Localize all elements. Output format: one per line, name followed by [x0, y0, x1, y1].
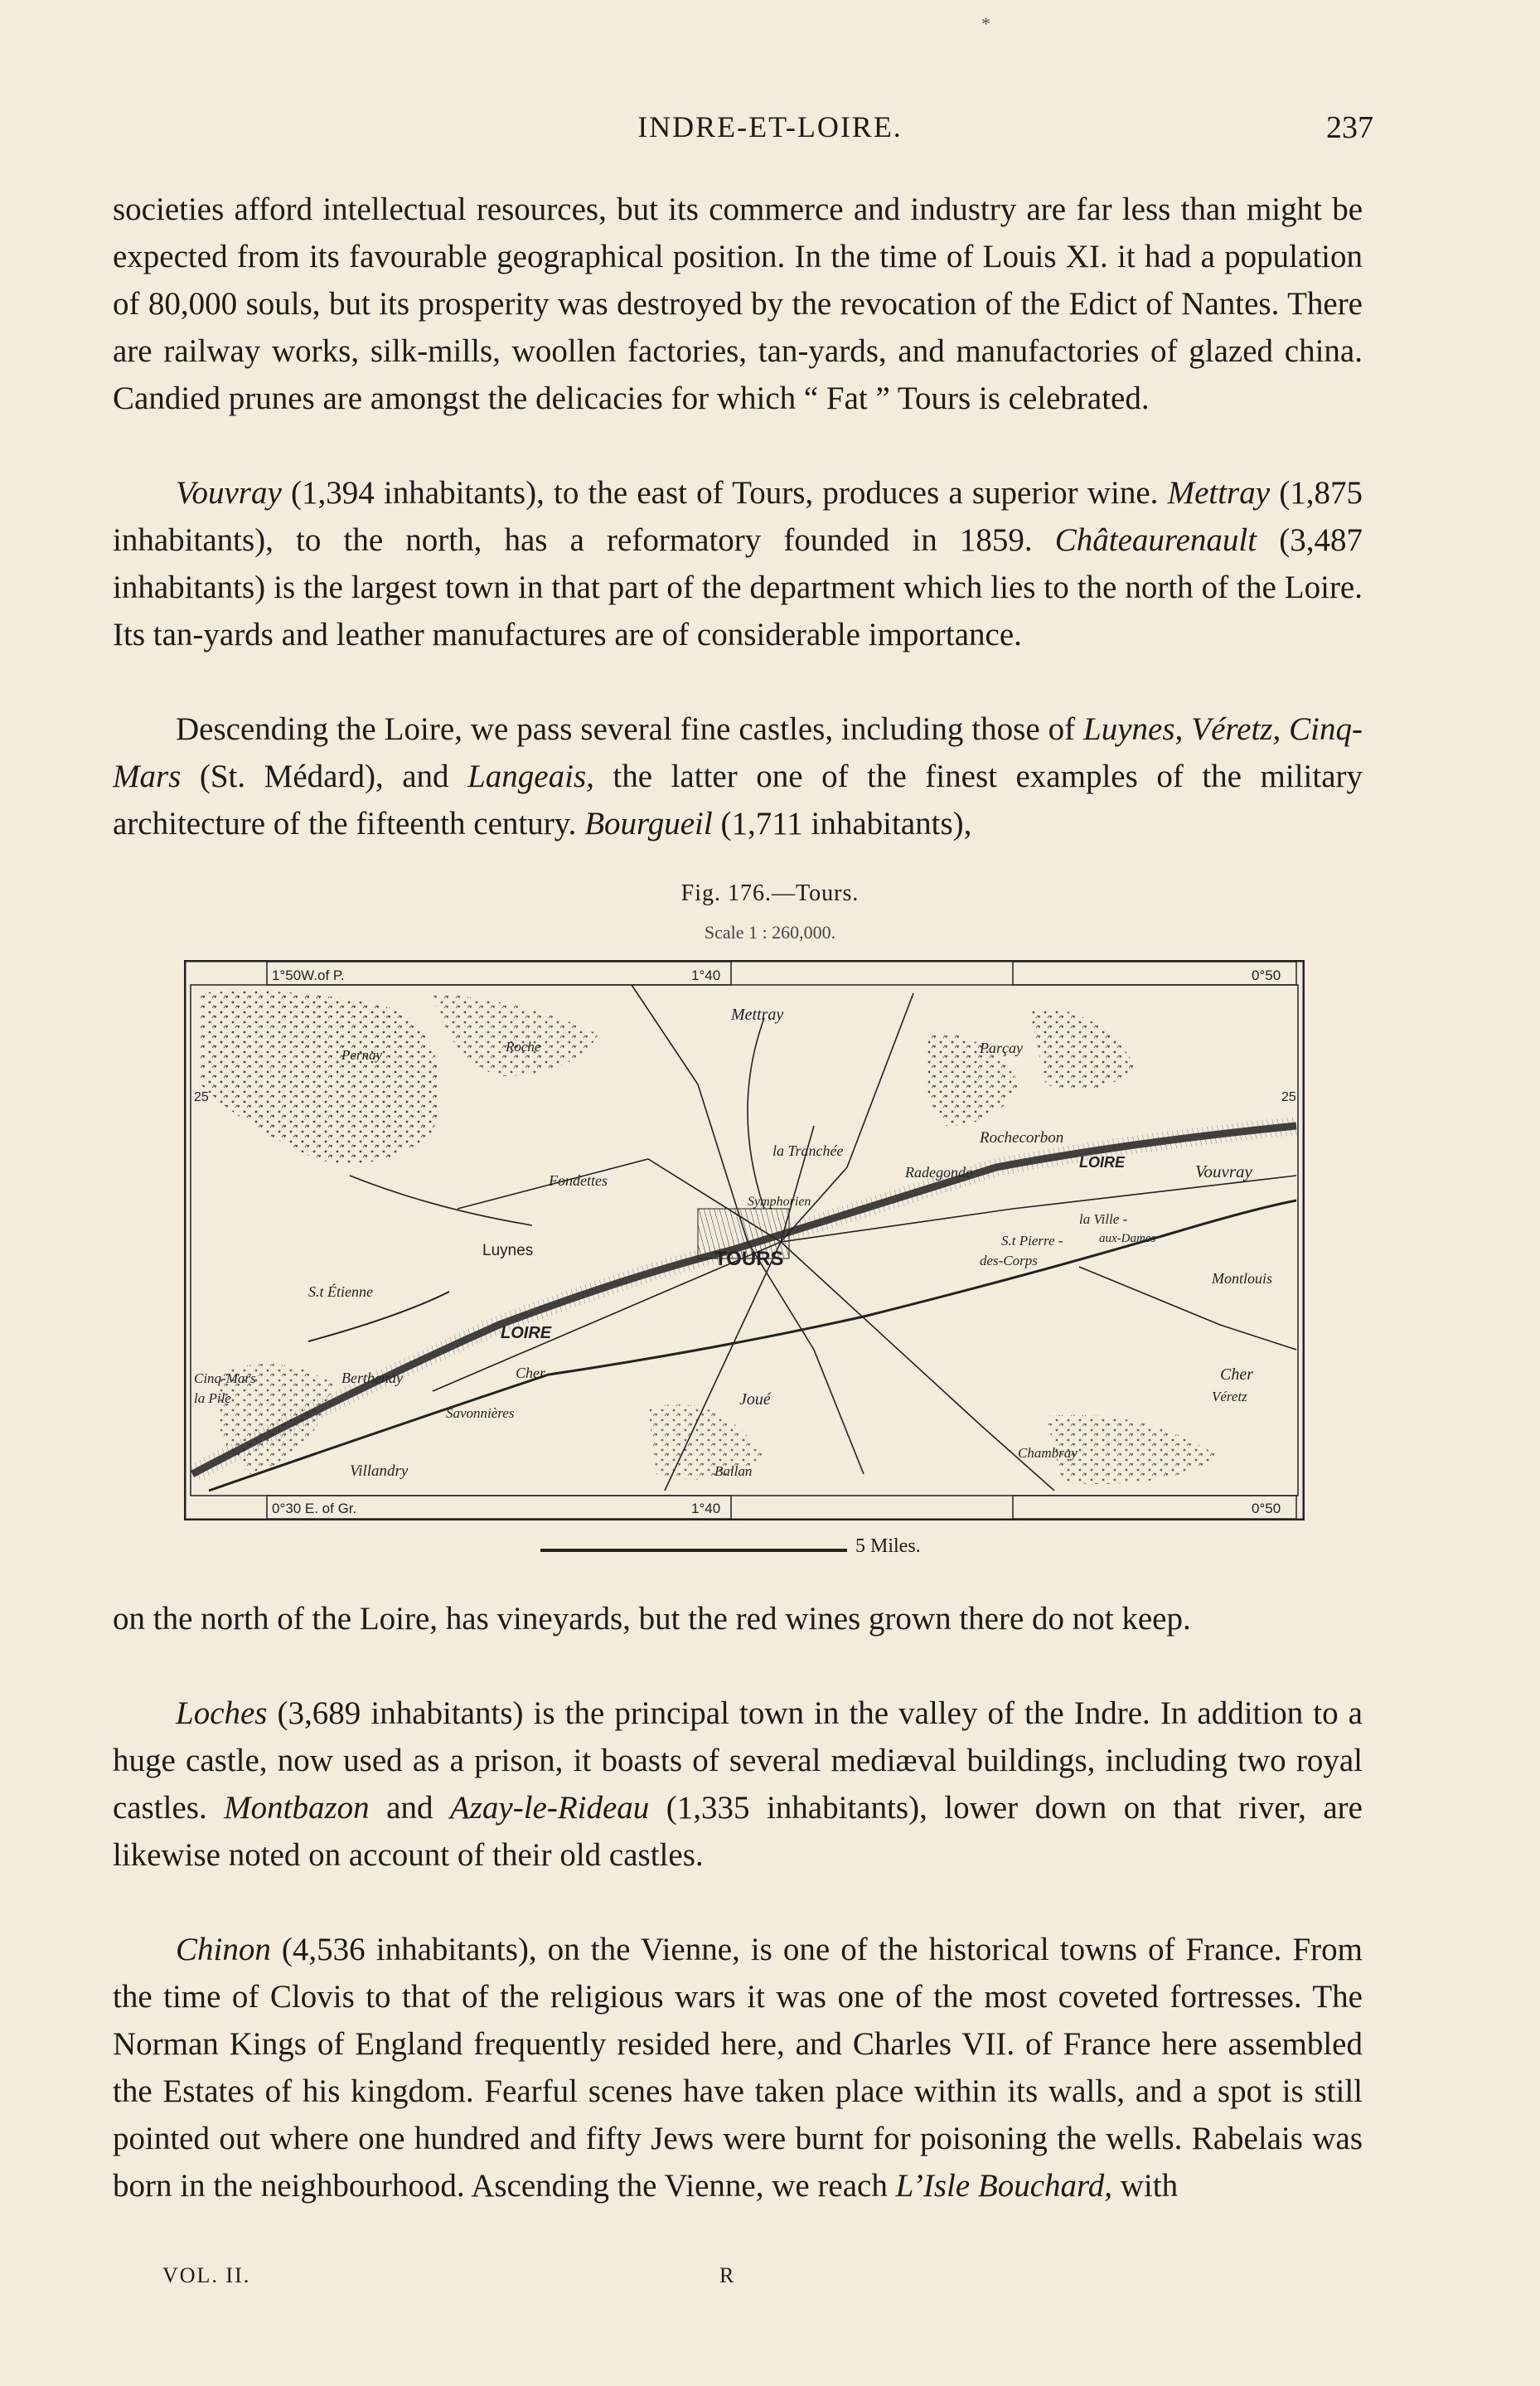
place-cinq-mars: Cinq-Mars — [113, 711, 1363, 794]
place-loches: Loches — [176, 1695, 268, 1731]
tick-top-left: 1°50W.of P. — [272, 967, 345, 983]
map-label-montlouis: Montlouis — [1212, 1270, 1273, 1287]
footer-signature: R — [719, 2263, 734, 2287]
map-label-st-pierre: S.t Pierre - — [1001, 1233, 1063, 1249]
map-label-berthenay: Berthenay — [341, 1370, 403, 1386]
tick-bottom-mid: 1°40 — [691, 1501, 721, 1516]
place-luynes: Luynes, — [1083, 711, 1184, 747]
printer-mark: * — [981, 13, 990, 34]
map-label-mettray: Mettray — [731, 1006, 784, 1024]
map-label-luynes: Luynes — [482, 1242, 534, 1259]
map-label-aux-dames: aux-Dames — [1099, 1232, 1156, 1245]
running-title: INDRE-ET-LOIRE. — [637, 110, 903, 143]
page-number: 237 — [1326, 110, 1373, 145]
map-label-tours: TOURS — [714, 1248, 784, 1270]
map-label-st-etienne: S.t Étienne — [308, 1283, 373, 1300]
map-label-joue: Joué — [739, 1390, 771, 1409]
map-label-roche: Roche — [506, 1039, 541, 1055]
place-chinon: Chinon — [176, 1932, 271, 1967]
figure-scale: Scale 1 : 260,000. — [704, 922, 836, 943]
map-label-savonnieres: Savonnières — [446, 1405, 515, 1421]
map-label-cher-west: Cher — [516, 1365, 545, 1381]
map-label-loire-east: LOIRE — [1079, 1154, 1126, 1171]
map-label-loire: LOIRE — [501, 1324, 552, 1342]
map-label-rochecorbon: Rochecorbon — [980, 1129, 1064, 1147]
tick-top-right: 0°50 — [1252, 967, 1281, 983]
paragraph-loire-castles: Descending the Loire, we pass several fine castles, including those of Luynes, Véretz, Cinq-Mars (St. Médard), and Langeais, the latter one of the finest examples of the military architecture of the fifteenth century. Bourgueil (1,711 inhabitants), — [113, 711, 1363, 841]
map-label-vouvray: Vouvray — [1195, 1161, 1252, 1181]
map-label-ballan: Ballan — [714, 1463, 753, 1479]
map-scale-bar — [540, 1549, 847, 1552]
tick-bottom-right: 0°50 — [1252, 1501, 1281, 1516]
map-label-radegonde: Radegonde — [905, 1164, 972, 1181]
map-scale-label: 5 Miles. — [855, 1535, 921, 1557]
tick-side-left: 25 — [194, 1090, 209, 1104]
map-label-la-ville: la Ville - — [1079, 1211, 1128, 1227]
map-label-la-tranchee: la Tranchée — [772, 1142, 844, 1159]
footer-volume: VOL. II. — [162, 2263, 251, 2287]
figure-caption: Fig. 176.—Tours. — [680, 880, 860, 906]
place-vouvray: Vouvray — [176, 475, 282, 511]
tick-bottom-left: 0°30 E. of Gr. — [272, 1501, 357, 1516]
paragraph-chinon: Chinon (4,536 inhabitants), on the Vienne, is one of the historical towns of France. From the time of Clovis to that of the religious wars it was one of the most coveted fortresses. The Norman Kings of England frequently resided here, and Charles VII. of France here assembled the Estates of his kingdom. Fearful scenes have taken place within its walls, and a spot is still pointed out where one hundred and fifty Jews were burnt for poisoning the wells. Rabelais was born in the neighbourhood. Ascending the Vienne, we reach L’Isle Bouchard, with — [113, 1932, 1363, 2204]
map-label-des-corps: des-Corps — [980, 1253, 1038, 1268]
map-label-chambray: Chambray — [1018, 1445, 1078, 1461]
place-montbazon: Montbazon — [224, 1790, 370, 1826]
tick-side-right: 25 — [1281, 1090, 1296, 1104]
map-label-veretz: Véretz — [1212, 1389, 1247, 1404]
map-label-pernay: Pernay — [341, 1047, 383, 1063]
map-label-parcay: Parçay — [980, 1040, 1023, 1056]
map-label-la-pile: la Pile — [194, 1390, 231, 1406]
paragraph-bourgueil-wines: on the north of the Loire, has vineyards, but the red wines grown there do not keep. — [113, 1601, 1191, 1637]
place-bourgueil: Bourgueil — [584, 806, 713, 841]
place-langeais: Langeais, — [467, 759, 594, 794]
map-label-villandry: Villandry — [350, 1462, 409, 1480]
place-azay-le-rideau: Azay-le-Rideau — [449, 1790, 650, 1826]
place-lisle-bouchard: L’Isle Bouchard, — [895, 2168, 1113, 2204]
place-chateaurenault: Châteaurenault — [1054, 522, 1257, 558]
map-label-symphorien: Symphorien — [748, 1195, 811, 1209]
map-label-cinq-mars: Cinq-Mars — [194, 1370, 256, 1386]
tick-top-mid: 1°40 — [691, 967, 721, 983]
paragraph-loches: Loches (3,689 inhabitants) is the principal town in the valley of the Indre. In addition to a huge castle, now used as a prison, it boasts of several mediæval buildings, including two royal castles. Montbazon and Azay-le-Rideau (1,335 inhabitants), lower down on that river, are likewise noted on account of their old castles. — [113, 1695, 1363, 1873]
place-veretz: Véretz, — [1191, 711, 1281, 747]
map-label-fondettes: Fondettes — [549, 1172, 608, 1189]
tours-map — [184, 960, 1305, 1520]
paragraph-vouvray-mettray: Vouvray (1,394 inhabitants), to the east of Tours, produces a superior wine. Mettray (1,875 inhabitants), to the north, has a reformatory founded in 1859. Châteaurenault (3,487 inhabitants) is the largest town in that part of the department which lies to the north of the Loire. Its tan-yards and leather manufactures are of considerable importance. — [113, 475, 1363, 652]
place-mettray: Mettray — [1167, 475, 1271, 511]
map-label-cher-east: Cher — [1220, 1365, 1253, 1384]
paragraph-tours-commerce: societies afford intellectual resources, but its commerce and industry are far less than might be expected from its favourable geographical position. In the time of Louis XI. it had a population of 80,000 souls, but its prosperity was destroyed by the revocation of the Edict of Nantes. There are railway works, silk-mills, woollen factories, tan-yards, and manufactories of glazed china. Candied prunes are amongst the delicacies for which “ Fat ” Tours is celebrated. — [113, 192, 1363, 416]
